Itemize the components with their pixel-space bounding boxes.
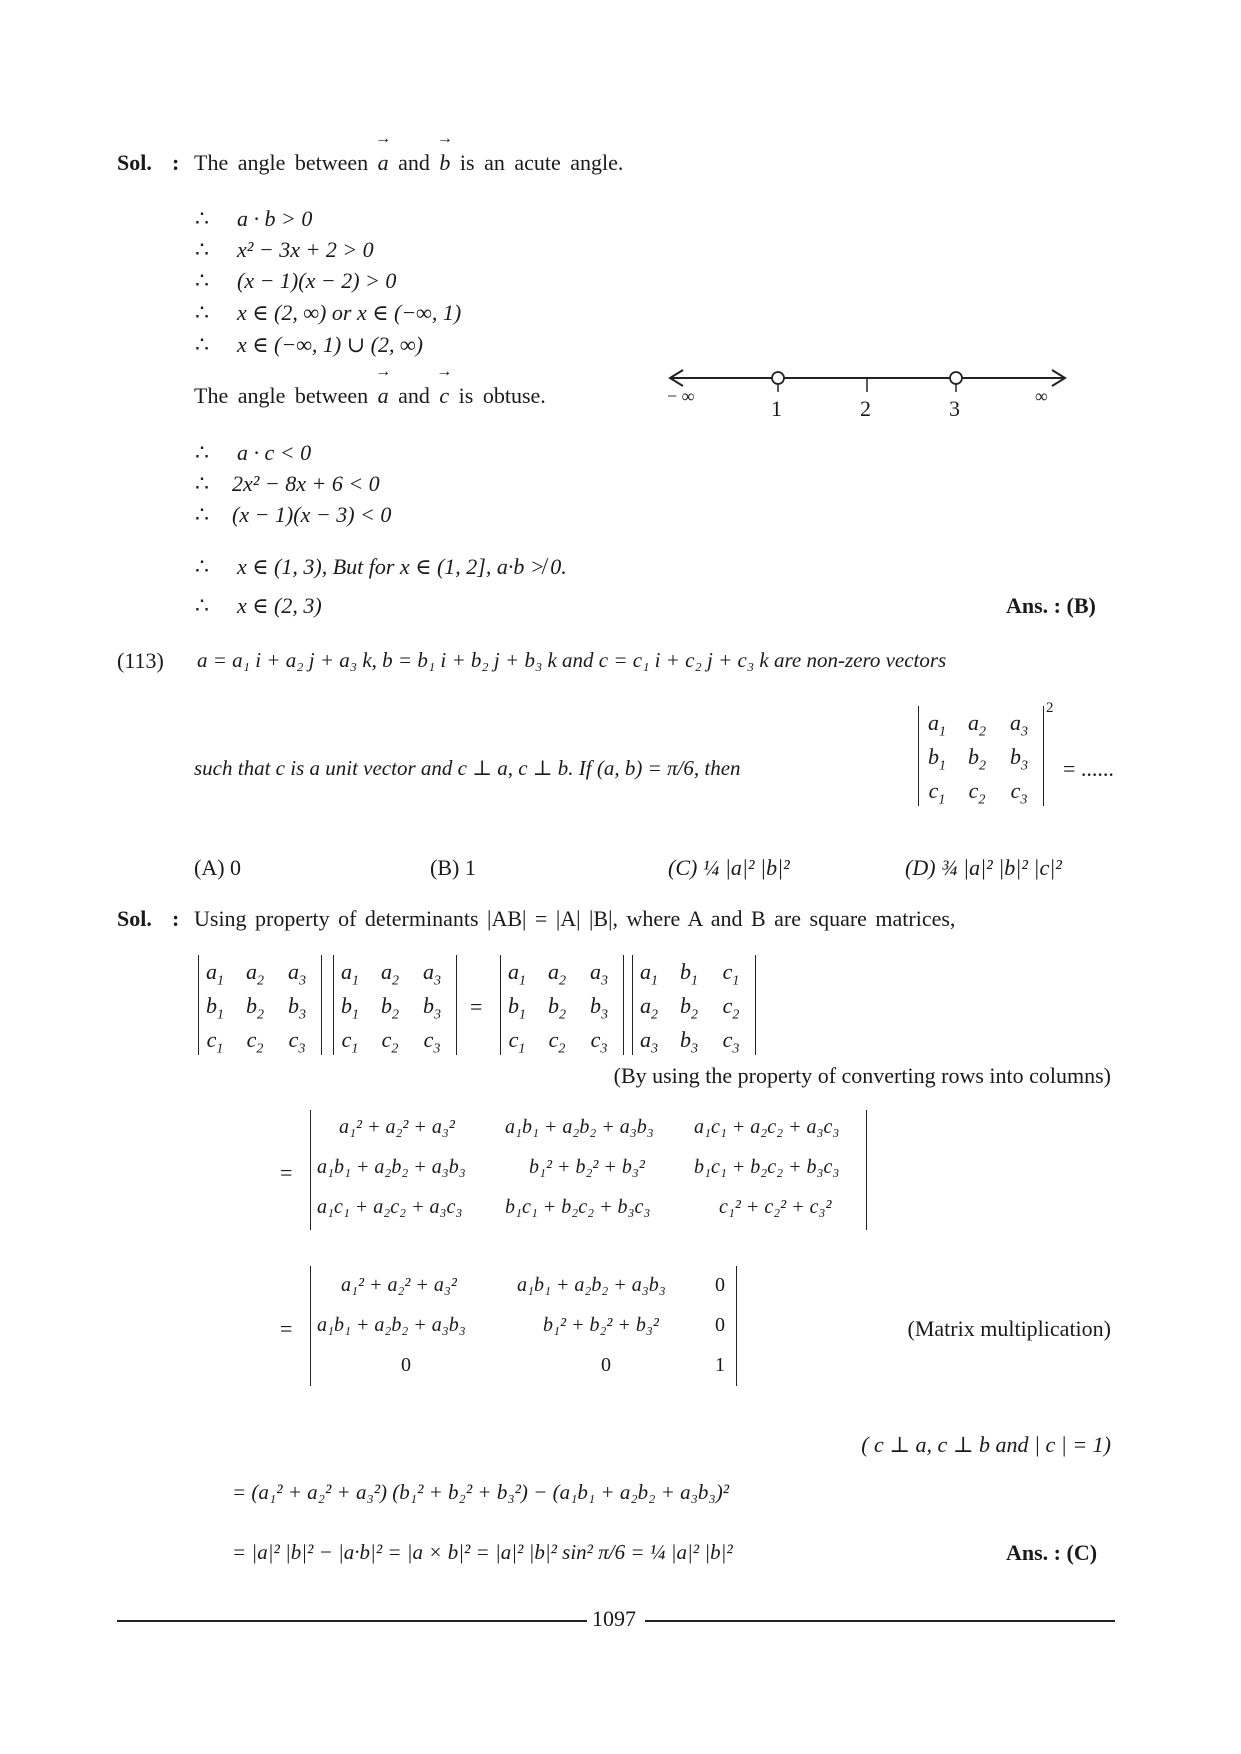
product-determinant: a₁² + a₂² + a₃² a₁b₁ + a₂b₂ + a₃b₃ a₁c₁ + a₂c₂ + a₃c₃ a₁b₁ + a₂b₂ + a₃b₃ b₁² + b₂² + b₃² b₁c₁ + b₂c₂ + b₃c₃ a₁c₁ + a₂c₂ + a₃c₃ b₁c₁ + b₂c₂ + b₃c₃ c₁² + c₂² + c₃² [310,1110,867,1230]
equals-sign: = [280,1316,293,1341]
equals-sign: = [280,1160,293,1185]
therefore-symbol: ∴ [195,440,209,465]
question-determinant: $a_1$ $a_2$ $a_3$ $b_1$ $b_2$ $b_3$ $c_1$ $c_2$ $c_3$ [918,706,1044,806]
therefore-symbol: ∴ [195,502,209,527]
equals-sign: = [470,994,483,1019]
sol-label-2: Sol. [117,906,152,931]
number-line-right-label: ∞ [1035,386,1048,406]
option-b: (B) 1 [430,855,476,880]
therefore-symbol: ∴ [195,300,209,325]
question-line-2: such that c is a unit vector and c ⊥ a, c ⊥ b. If (a, b) = π/6, then [194,756,741,780]
footer-rule-left [117,1620,587,1622]
therefore-symbol: ∴ [195,554,209,579]
sol-colon-1: : [172,150,180,175]
sol2-intro: Using property of determinants |AB| = |A| |B|, where A and B are square matrices, [194,906,956,931]
step-8: (x − 1)(x − 3) < 0 [232,502,392,527]
option-a: (A) 0 [194,855,242,880]
step-5: x ∈ (−∞, 1) ∪ (2, ∞) [237,332,424,357]
step-6: a · c < 0 [237,440,312,465]
determinant-square-exponent: 2 [1046,700,1054,716]
step-10: x ∈ (2, 3) [237,593,322,618]
sol1-intro: The angle between → a and → b is an acute angle. [194,150,623,176]
question-line-2-end: = ...... [1063,756,1114,781]
step-3: (x − 1)(x − 2) > 0 [237,268,397,293]
step-4: x ∈ (2, ∞) or x ∈ (−∞, 1) [237,300,462,325]
step-7: 2x² − 8x + 6 < 0 [232,471,380,496]
therefore-symbol: ∴ [195,268,209,293]
step-9: x ∈ (1, 3), But for x ∈ (1, 2], a·b ≯ 0. [237,554,567,579]
determinant-1: $a_1$ $a_2$ $a_3$ $b_1$ $b_2$ $b_3$ $c_1$ $c_2$ $c_3$ [198,955,322,1055]
number-line-left-label: − ∞ [667,386,695,406]
footer-rule-right [645,1620,1115,1622]
therefore-symbol: ∴ [195,206,209,231]
determinant-3: $a_1$ $a_2$ $a_3$ $b_1$ $b_2$ $b_3$ $c_1$ $c_2$ $c_3$ [500,955,624,1055]
final-line-2: = |a|² |b|² − |a·b|² = |a × b|² = |a|² |b|² sin² π/6 = ¼ |a|² |b|² [232,1540,733,1564]
therefore-symbol: ∴ [195,471,209,496]
step-1: a · b > 0 [237,206,313,231]
sol-label-1: Sol. [117,150,152,175]
reduced-determinant: a₁² + a₂² + a₃² a₁b₁ + a₂b₂ + a₃b₃ 0 a₁b₁ + a₂b₂ + a₃b₃ b₁² + b₂² + b₃² 0 0 0 1 [310,1266,737,1386]
option-d: (D) ¾ |a|² |b|² |c|² [905,855,1062,880]
answer-1: Ans. : (B) [1006,593,1096,618]
note-matrix-multiplication: (Matrix multiplication) [907,1316,1111,1341]
final-line-1: = (a₁² + a₂² + a₃²) (b₁² + b₂² + b₃²) − (a₁b₁ + a₂b₂ + a₃b₃)² [232,1480,730,1504]
number-line-tick-1: 1 [771,396,782,421]
answer-2: Ans. : (C) [1006,1540,1098,1565]
question-line-1: a = a₁ i + a₂ j + a₃ k, b = b₁ i + b₂ j + b₃ k and c = c₁ i + c₂ j + c₃ k are non-zero vectors [197,648,947,672]
therefore-symbol: ∴ [195,593,209,618]
determinant-2: $a_1$ $a_2$ $a_3$ $b_1$ $b_2$ $b_3$ $c_1$ $c_2$ $c_3$ [333,955,457,1055]
note-perpendicular: ( c ⊥ a, c ⊥ b and | c | = 1) [861,1432,1111,1457]
page-number: 1097 [592,1606,636,1631]
step-2: x² − 3x + 2 > 0 [237,237,374,262]
sol-colon-2: : [172,906,180,931]
option-c: (C) ¼ |a|² |b|² [668,855,790,880]
obtuse-line: The angle between → a and → c is obtuse. [194,383,546,409]
number-line-tick-3: 3 [949,396,960,421]
number-line-tick-2: 2 [860,396,871,421]
question-number: (113) [117,648,164,673]
determinant-4-transposed: $a_1$ $b_1$ $c_1$ $a_2$ $b_2$ $c_2$ $a_3$ $b_3$ $c_3$ [632,955,756,1055]
note-rows-columns: (By using the property of converting rows into columns) [613,1063,1111,1088]
therefore-symbol: ∴ [195,237,209,262]
therefore-symbol: ∴ [195,332,209,357]
